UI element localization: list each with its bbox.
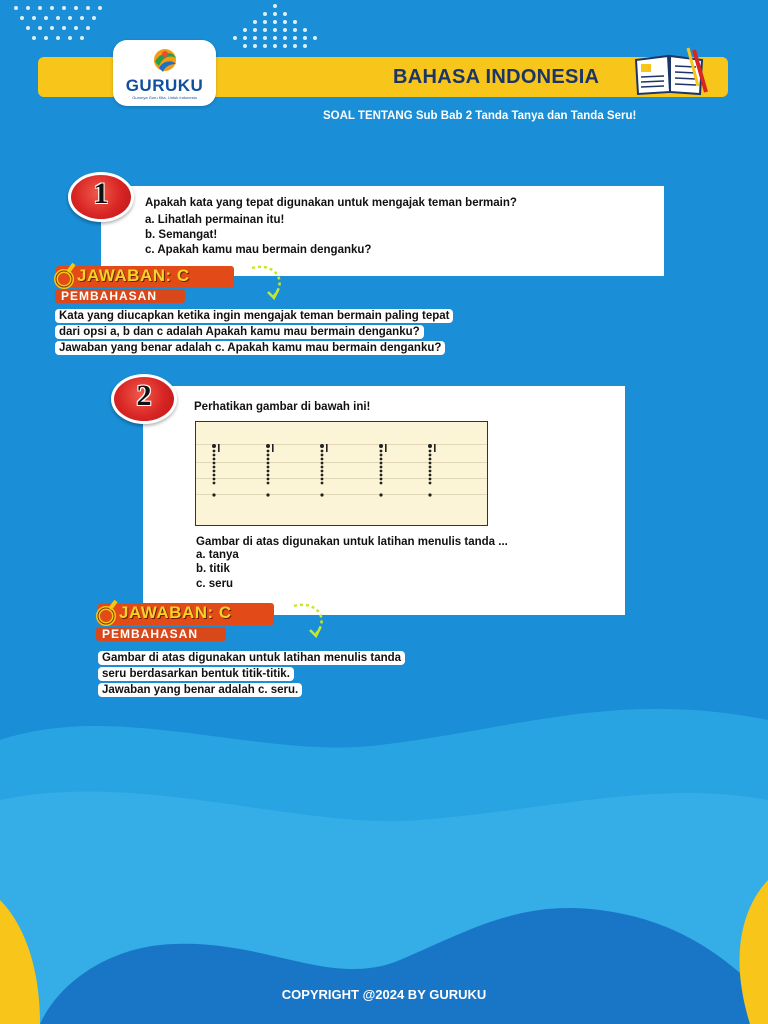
- answer-text: JAWABAN: C: [119, 603, 232, 622]
- page-subtitle: SOAL TENTANG Sub Bab 2 Tanda Tanya dan Tanda Seru!: [323, 110, 637, 122]
- question-number-badge: [111, 374, 177, 424]
- option-a: a. Lihatlah permainan itu!: [145, 214, 285, 226]
- logo-tagline: Gurunya Guru Kita, Untuk Indonesia: [132, 95, 197, 100]
- explanation-1: [55, 309, 453, 357]
- option-b: b. Semangat!: [145, 229, 218, 241]
- explanation-line: seru berdasarkan bentuk titik-titik.: [98, 667, 294, 681]
- discussion-label: PEMBAHASAN: [102, 627, 199, 641]
- option-b: b. titik: [196, 563, 230, 575]
- subject-title: BAHASA INDONESIA: [393, 66, 600, 88]
- exclamation-writing-practice-image: [195, 421, 488, 526]
- question-number: 1: [93, 177, 109, 210]
- logo-name: GURUKU: [125, 76, 204, 95]
- key-icon: [92, 599, 118, 627]
- explanation-line: Gambar di atas digunakan untuk latihan menulis tanda: [98, 651, 405, 665]
- answer-text: JAWABAN: C: [77, 266, 190, 285]
- curved-arrow-icon: [290, 600, 330, 640]
- guruku-emblem-icon: [149, 46, 181, 74]
- question-prompt: Apakah kata yang tepat digunakan untuk mengajak teman bermain?: [145, 197, 517, 209]
- key-icon: [50, 262, 76, 290]
- option-a: a. tanya: [196, 549, 239, 561]
- curved-arrow-icon: [248, 262, 288, 302]
- question-number-badge: [68, 172, 134, 222]
- discussion-label: PEMBAHASAN: [61, 289, 158, 303]
- dot-pattern-decoration: [225, 2, 325, 58]
- copyright-footer: COPYRIGHT @2024 BY GURUKU: [281, 987, 487, 1002]
- question-prompt: Perhatikan gambar di bawah ini!: [194, 401, 371, 413]
- explanation-line: Jawaban yang benar adalah c. seru.: [98, 683, 302, 697]
- option-c: c. seru: [196, 578, 234, 590]
- explanation-2: [98, 651, 405, 699]
- option-c: c. Apakah kamu mau bermain denganku?: [145, 244, 372, 256]
- question-text: Gambar di atas digunakan untuk latihan menulis tanda ...: [196, 536, 508, 548]
- dot-pattern-decoration: [6, 2, 106, 47]
- open-book-icon: [632, 46, 710, 98]
- explanation-line: Kata yang diucapkan ketika ingin mengajak teman bermain paling tepat: [55, 309, 453, 323]
- guruku-logo: [113, 40, 216, 106]
- explanation-line: Jawaban yang benar adalah c. Apakah kamu mau bermain denganku?: [55, 341, 445, 355]
- explanation-line: dari opsi a, b dan c adalah Apakah kamu mau bermain denganku?: [55, 325, 424, 339]
- question-number: 2: [136, 379, 152, 412]
